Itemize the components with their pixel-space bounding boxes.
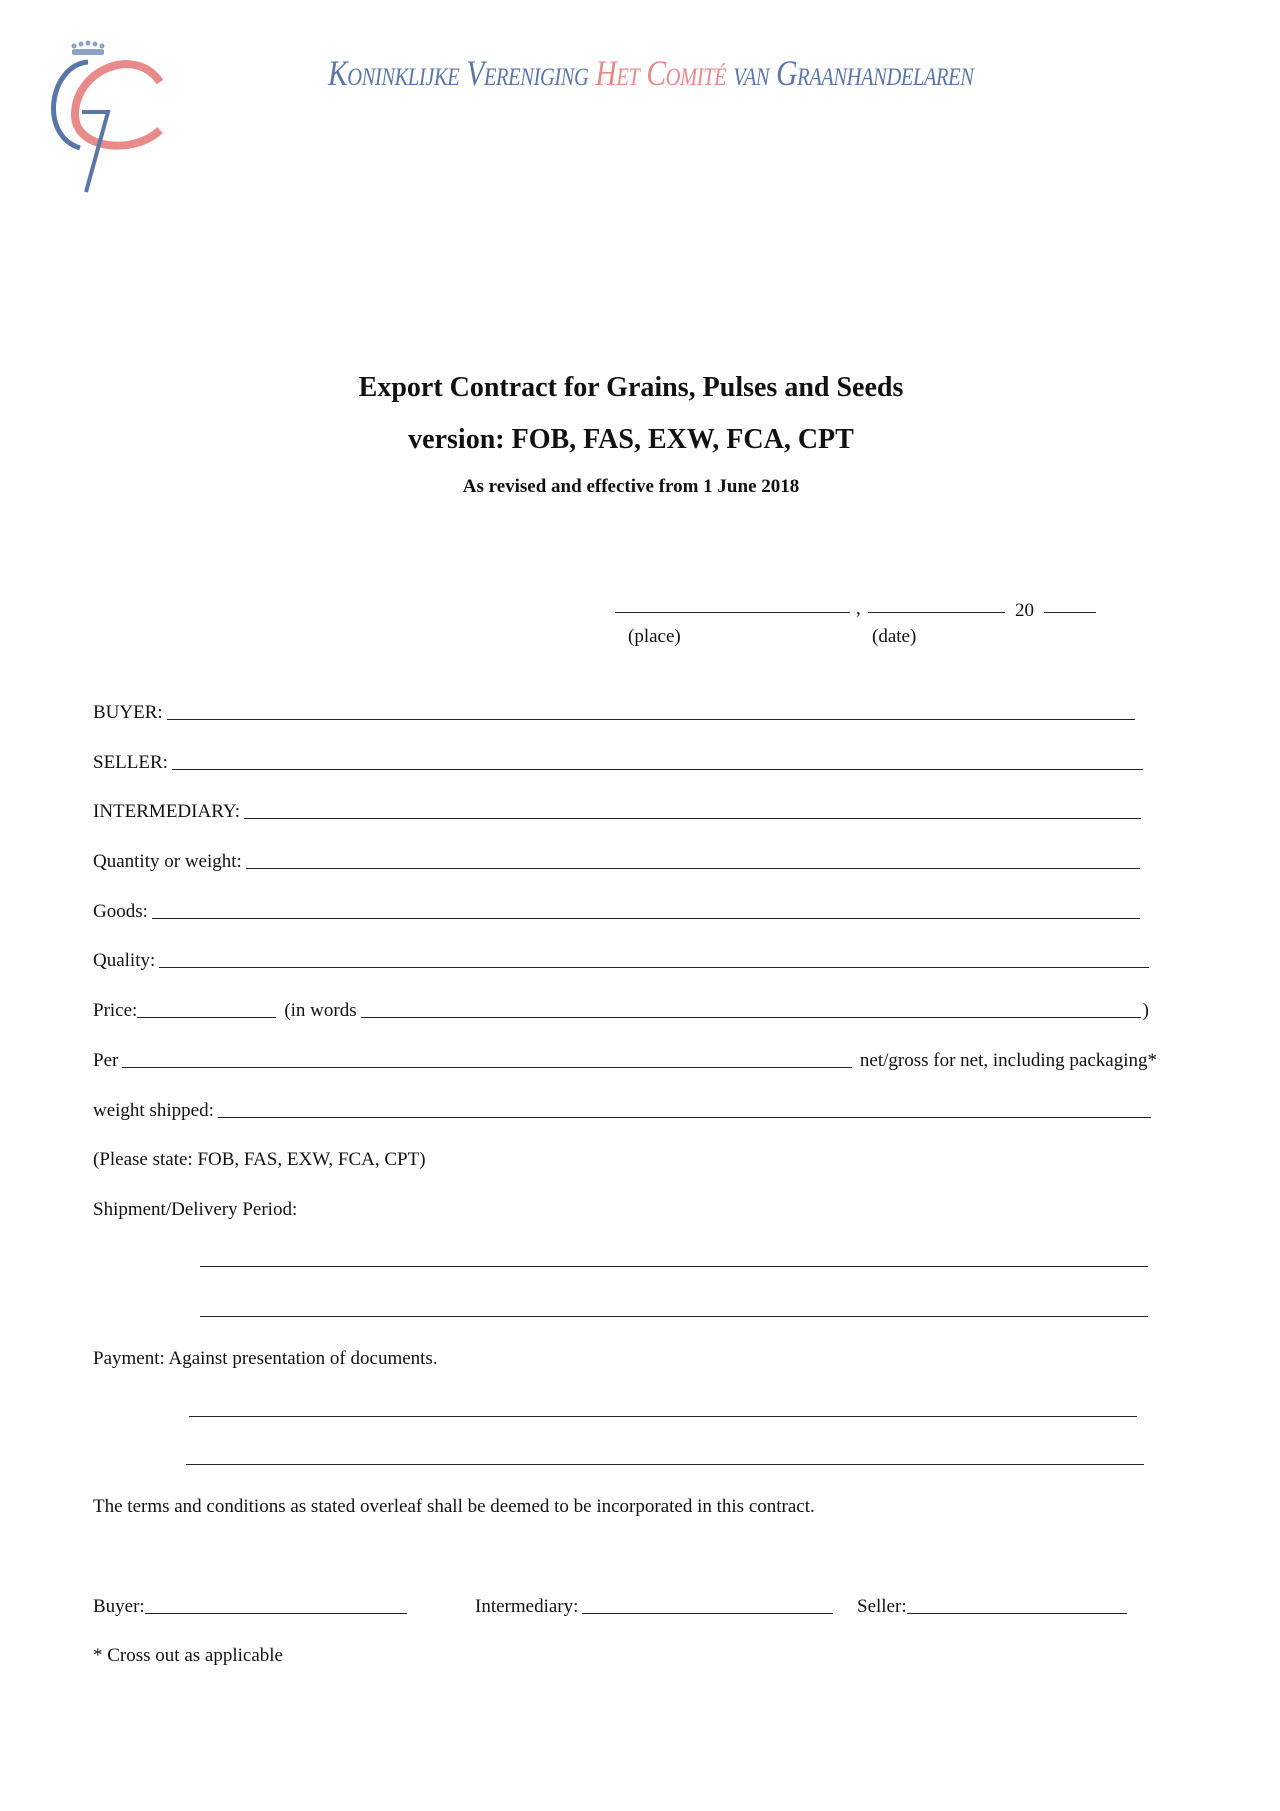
buyer-field[interactable]: BUYER: — [93, 700, 1137, 724]
org-name: Koninklijke Vereniging Het Comité van Graanhandelaren — [328, 53, 974, 93]
footnote: * Cross out as applicable — [93, 1645, 283, 1666]
per-field[interactable]: Per net/gross for net, including packaging* — [93, 1050, 1157, 1071]
year-line — [1044, 612, 1096, 613]
seller-field[interactable]: SELLER: — [93, 750, 1145, 774]
payment-line-1[interactable] — [189, 1416, 1137, 1417]
date-line — [868, 612, 1005, 613]
place-label: (place) — [628, 626, 681, 647]
comma: , — [856, 598, 861, 619]
buyer-signature[interactable]: Buyer: — [93, 1594, 409, 1618]
shipment-label: Shipment/Delivery Period: — [93, 1199, 298, 1220]
revision-note: As revised and effective from 1 June 2018 — [462, 476, 800, 497]
year-prefix: 20 — [1015, 600, 1034, 621]
date-label: (date) — [872, 626, 917, 647]
org-logo — [40, 40, 170, 205]
please-state-note: (Please state: FOB, FAS, EXW, FCA, CPT) — [93, 1149, 426, 1170]
shipment-line-1[interactable] — [200, 1266, 1148, 1267]
document-title: Export Contract for Grains, Pulses and Seeds — [358, 372, 904, 403]
document-version: version: FOB, FAS, EXW, FCA, CPT — [408, 424, 854, 455]
weight-shipped-field[interactable]: weight shipped: — [93, 1098, 1153, 1122]
place-line — [615, 612, 850, 613]
payment-label: Payment: Against presentation of documents. — [93, 1348, 438, 1369]
quantity-field[interactable]: Quantity or weight: — [93, 849, 1142, 873]
intermediary-signature[interactable]: Intermediary: — [475, 1594, 835, 1618]
shipment-line-2[interactable] — [200, 1316, 1148, 1317]
goods-field[interactable]: Goods: — [93, 899, 1142, 923]
payment-line-2[interactable] — [186, 1464, 1144, 1465]
seller-signature[interactable]: Seller: — [857, 1594, 1129, 1618]
intermediary-field[interactable]: INTERMEDIARY: — [93, 799, 1143, 823]
terms-statement: The terms and conditions as stated overleaf shall be deemed to be incorporated in this contract. — [93, 1496, 815, 1517]
quality-field[interactable]: Quality: — [93, 948, 1151, 972]
price-field[interactable]: Price: (in words ) — [93, 1000, 1149, 1021]
